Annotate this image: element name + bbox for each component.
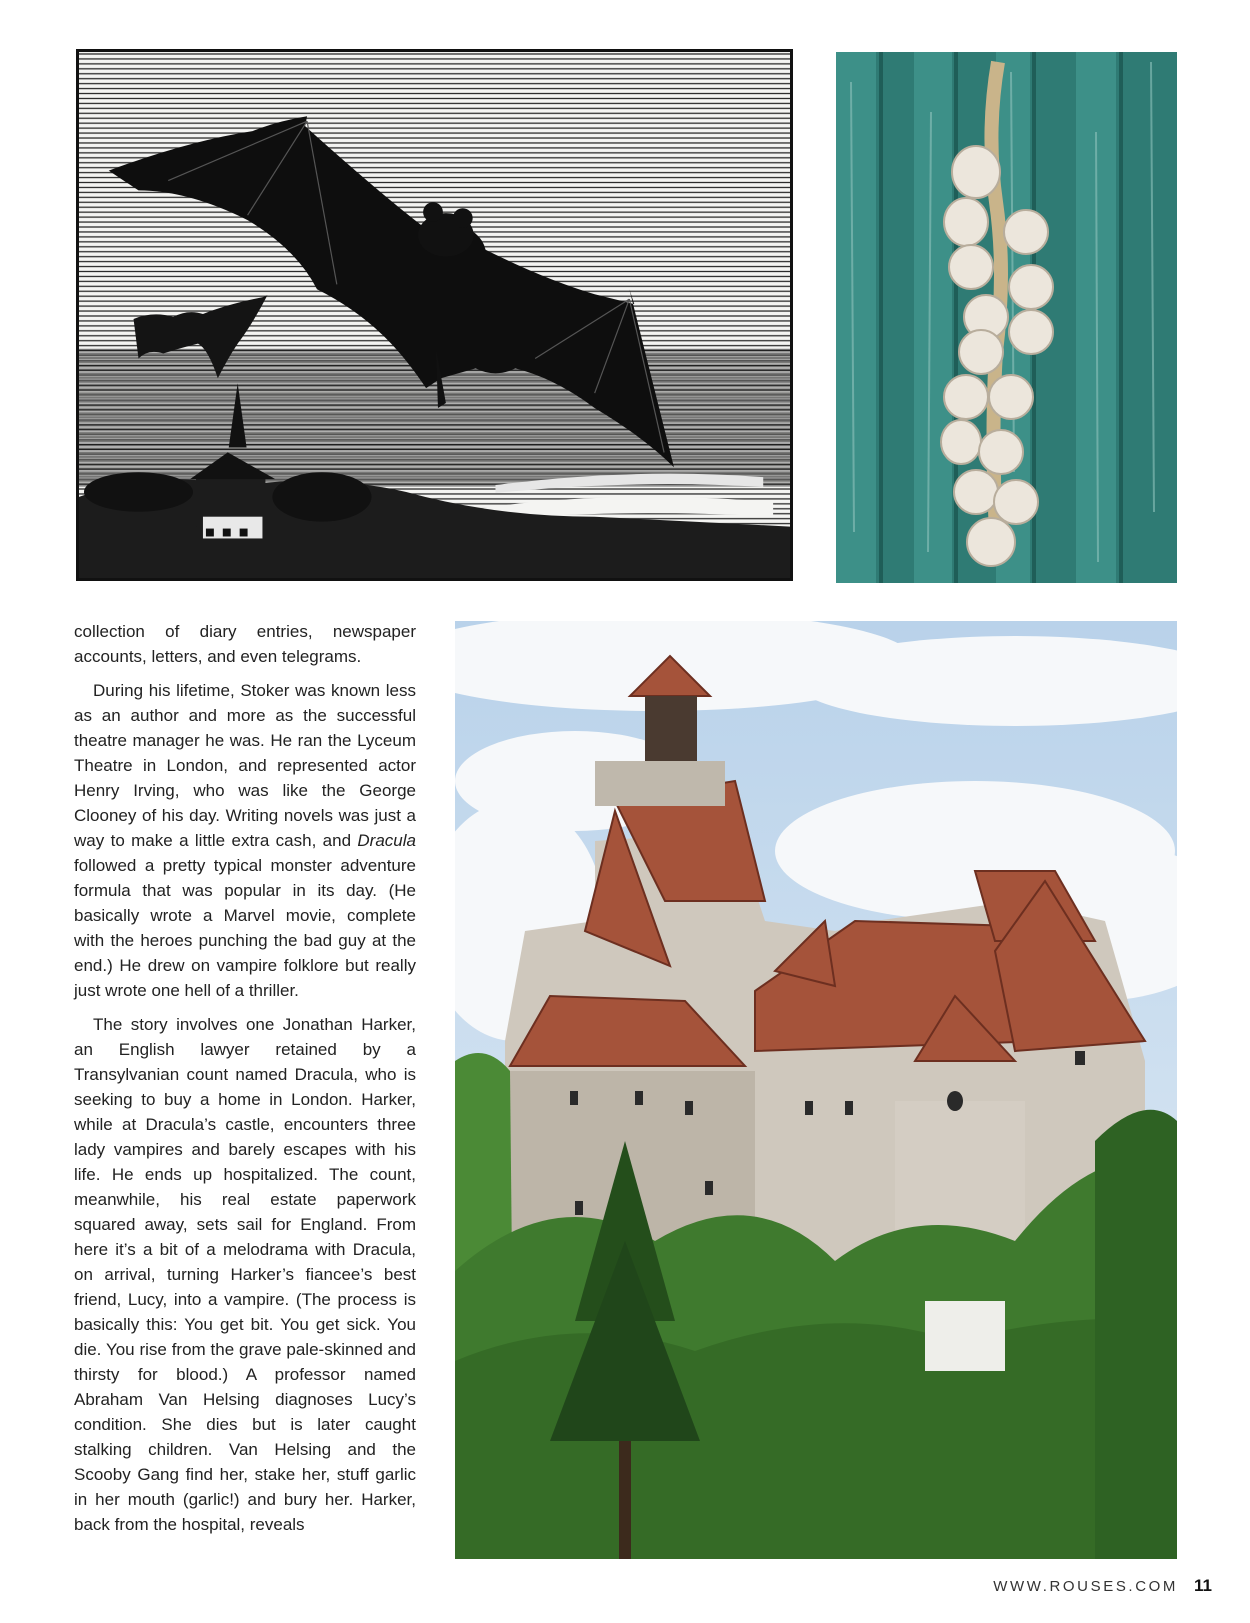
article-paragraph: collection of diary entries, newspaper accounts, letters, and even telegrams. [74, 622, 416, 666]
article-paragraph [74, 678, 416, 1003]
garlic-braid-photo [836, 52, 1177, 583]
paragraph-text: followed a pretty typical monster adventure formula that was popular in its day. (He basically wrote a Marvel movie, complete with the heroes punching the bad guy at the end.) He drew on vampire folklore but really just wrote one hell of a thriller. [74, 856, 416, 1000]
bran-castle-photo [455, 621, 1177, 1559]
book-title: Dracula [357, 831, 416, 850]
bat-engraving-illustration [76, 49, 793, 581]
article-paragraph: The story involves one Jonathan Harker, an English lawyer retained by a Transylvanian count named Dracula, who is seeking to buy a home in London. Harker, while at Dracula’s castle, encounters three lady vampires and barely escapes with his life. He ends up hospitalized. The count, meanwhile, his real estate paperwork squared away, sets sail for England. From here it’s a bit of a melodrama with Dracula, on arrival, turning Harker’s fiancee’s best friend, Lucy, into a vampire. (The process is basically this: You get bit. You get sick. You die. You rise from the grave pale-skinned and thirsty for blood.) A professor named Abraham Van Helsing diagnoses Lucy’s condition. She dies but is later caught stalking children. Van Helsing and the Scooby Gang find her, stake her, stuff garlic in her mouth (garlic!) and bury her. Harker, back from the hospital, reveals [74, 1015, 416, 1534]
paragraph-text: During his lifetime, Stoker was known less as an author and more as the successful theatre manager he was. He ran the Lyceum Theatre in London, and represented actor Henry Irving, who was like the George Clooney of his day. Writing novels was just a way to make a little extra cash, and [74, 681, 416, 850]
article-body [74, 619, 416, 1546]
footer-website-url: WWW.ROUSES.COM [993, 1578, 1178, 1595]
page-number: 11 [1194, 1576, 1212, 1595]
